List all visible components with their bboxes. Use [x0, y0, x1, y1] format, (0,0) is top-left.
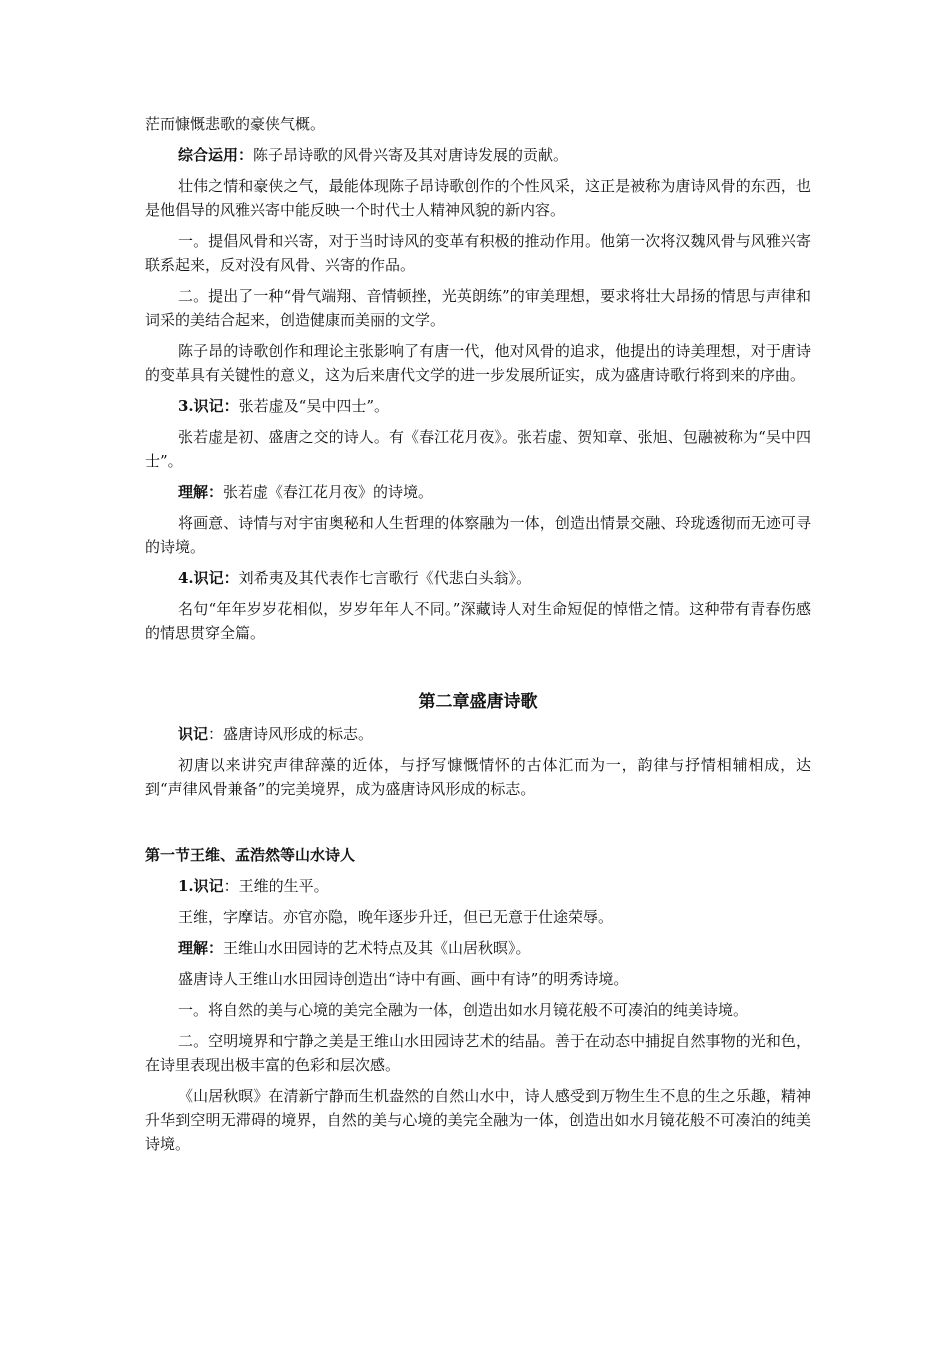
paragraph-recall-heading [145, 566, 811, 590]
paragraph-point-two: 二。提出了一种“骨气端翔、音情顿挫，光英朗练”的审美理想，要求将壮大昂扬的情思与声律和词采的美结合起来，创造健康而美丽的文学。 [145, 287, 811, 329]
paragraph-continuation: 茫而慷慨悲歌的豪侠气概。 [145, 115, 326, 133]
paragraph-body: 将画意、诗情与对宇宙奥秘和人生哲理的体察融为一体，创造出情景交融、玲珑透彻而无迹可寻的诗境。 [145, 514, 811, 556]
paragraph-point-one: 一。提倡风骨和兴寄，对于当时诗风的变革有积极的推动作用。他第一次将汉魏风骨与风雅兴寄联系起来，反对没有风骨、兴寄的作品。 [145, 232, 811, 274]
document-page [145, 112, 811, 1156]
understand-topic: 张若虚《春江花月夜》的诗境。 [223, 483, 434, 501]
section-title: 第一节王维、孟浩然等山水诗人 [145, 846, 356, 864]
chapter-title: 第二章盛唐诗歌 [418, 692, 538, 712]
paragraph-synthesis-heading [145, 143, 811, 167]
paragraph-recall-heading [145, 874, 811, 898]
recall-topic: 张若虚及“吴中四士”。 [238, 397, 390, 415]
paragraph-understand-heading [145, 480, 811, 504]
paragraph-body: 名句“年年岁岁花相似，岁岁年年人不同。”深藏诗人对生命短促的悼惜之情。这种带有青春伤感的情思贯穿全篇。 [145, 600, 811, 642]
recall-label: 识记 [178, 725, 209, 743]
recall-topic: ：王维的生平。 [223, 877, 329, 895]
understand-topic: 王维山水田园诗的艺术特点及其《山居秋暝》。 [223, 939, 531, 957]
understand-label: 理解： [178, 483, 224, 501]
paragraph-body: 陈子昂的诗歌创作和理论主张影响了有唐一代，他对风骨的追求，他提出的诗美理想，对于唐诗的变革具有关键性的意义，这为后来唐代文学的进一步发展所证实，成为盛唐诗歌行将到来的序曲。 [145, 342, 811, 384]
paragraph-body: 张若虚是初、盛唐之交的诗人。有《春江花月夜》。张若虚、贺知章、张旭、包融被称为“吴中四士”。 [145, 428, 811, 470]
recall-label: 3.识记： [178, 397, 239, 415]
recall-label: 4.识记： [178, 569, 239, 587]
paragraph-recall-heading [145, 722, 811, 746]
understand-label: 理解： [178, 939, 224, 957]
paragraph-body: 盛唐诗人王维山水田园诗创造出“诗中有画、画中有诗”的明秀诗境。 [178, 970, 629, 988]
paragraph-body: 初唐以来讲究声律辞藻的近体，与抒写慷慨情怀的古体汇而为一，韵律与抒情相辅相成，达到“声律风骨兼备”的完美境界，成为盛唐诗风形成的标志。 [145, 756, 811, 798]
paragraph-point-one: 一。将自然的美与心境的美完全融为一体，创造出如水月镜花般不可凑泊的纯美诗境。 [178, 1001, 749, 1019]
recall-topic: 刘希夷及其代表作七言歌行《代悲白头翁》。 [238, 569, 532, 587]
paragraph-point-two: 二。空明境界和宁静之美是王维山水田园诗艺术的结晶。善于在动态中捕捉自然事物的光和色，在诗里表现出极丰富的色彩和层次感。 [145, 1032, 811, 1074]
recall-topic: ：盛唐诗风形成的标志。 [208, 725, 374, 743]
paragraph-recall-heading [145, 394, 811, 418]
paragraph-understand-heading [145, 936, 811, 960]
paragraph-body: 壮伟之情和豪侠之气，最能体现陈子昂诗歌创作的个性风采，这正是被称为唐诗风骨的东西，也是他倡导的风雅兴寄中能反映一个时代士人精神风貌的新内容。 [145, 177, 811, 219]
recall-label: 1.识记 [178, 877, 224, 895]
synthesis-label: 综合运用： [178, 146, 254, 164]
paragraph-body: 王维，字摩诘。亦官亦隐，晚年逐步升迁，但已无意于仕途荣辱。 [178, 908, 614, 926]
synthesis-topic: 陈子昂诗歌的风骨兴寄及其对唐诗发展的贡献。 [253, 146, 569, 164]
paragraph-body: 《山居秋暝》在清新宁静而生机盎然的自然山水中，诗人感受到万物生生不息的生之乐趣，精神升华到空明无滞碍的境界，自然的美与心境的美完全融为一体，创造出如水月镜花般不可凑泊的纯美诗境。 [145, 1087, 811, 1153]
